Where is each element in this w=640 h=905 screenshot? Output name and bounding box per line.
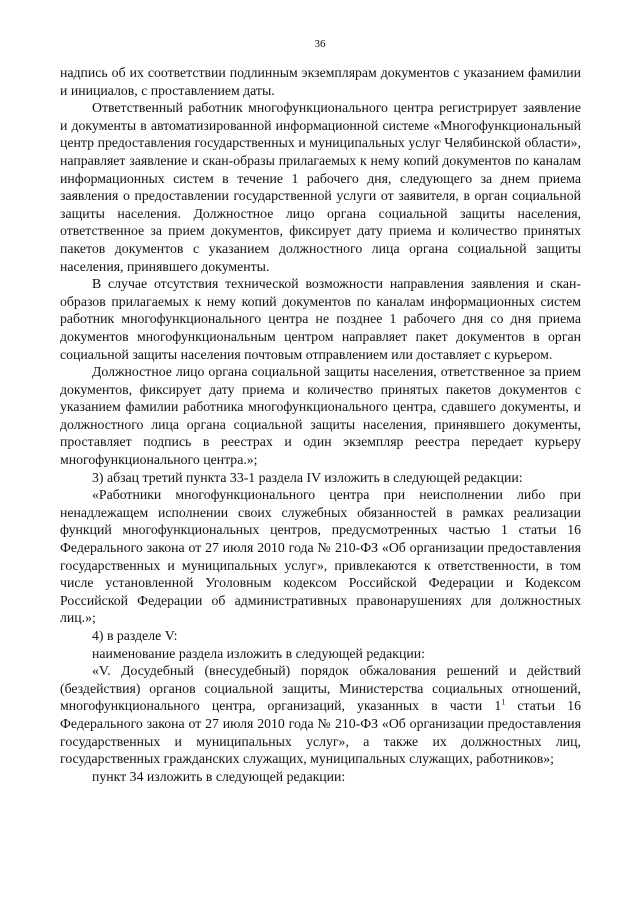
section-v-text-end: статьи 16 Федерального закона от 27 июля 2010 года № 210-ФЗ «Об организации предоставления государственных и муниципальных услуг», а также их должностных лиц, государственных гражданских служащих, муниципальных служащих, работников»; — [60, 698, 581, 767]
paragraph-last: пункт 34 изложить в следующей редакции: — [92, 768, 346, 784]
paragraph-8: наименование раздела изложить в следующей редакции: — [92, 645, 425, 661]
section-v-superscript: 1 — [501, 697, 506, 707]
paragraph-1: надпись об их соответствии подлинным экземплярам документов с указанием фамилии и инициалов, с проставлением даты. — [60, 65, 581, 98]
paragraph-7: 4) в разделе V: — [92, 628, 178, 643]
paragraph-section-v-title — [60, 662, 581, 768]
paragraph-6: «Работники многофункционального центра при неисполнении либо при ненадлежащем исполнении своих служебных обязанностей в рамках реализации функций многофункциональных центров, предусмотренных частью 1 статьи 16 Федерального закона от 27 июля 2010 года № 210-ФЗ «Об организации предоставления государственных и муниципальных услуг», привлекаются к ответственности, в том числе установленной Уголовным кодексом Российской Федерации и Кодексом Российской Федерации об административных правонарушениях для должностных лиц.»; — [60, 487, 581, 626]
page-number: 36 — [314, 38, 326, 50]
paragraph-5: 3) абзац третий пункта 33-1 раздела IV изложить в следующей редакции: — [92, 469, 523, 485]
document-body — [60, 64, 581, 785]
paragraph-3: В случае отсутствия технической возможности направления заявления и скан-образов прилагаемых к нему копий документов по каналам информационных систем работник многофункционального центра не позднее 1 рабочего дня со дня приема документов многофункциональным центром направляет пакет документов в орган социальной защиты населения почтовым отправлением или доставляет с курьером. — [60, 276, 581, 362]
paragraph-4: Должностное лицо органа социальной защиты населения, ответственное за прием документов, фиксирует дату приема и количество принятых пакетов документов с указанием фамилии работника многофункционального центра, сдавшего документы, и должностного лица органа социальной защиты населения, принявшего документы, проставляет подпись в реестрах и один экземпляр реестра передает курьеру многофункционального центра.»; — [60, 364, 581, 468]
paragraph-2: Ответственный работник многофункционального центра регистрирует заявление и документы в автоматизированной информационной системе «Многофункциональный центр предоставления государственных и муниципальных услуг Челябинской области», направляет заявление и скан-образы прилагаемых к нему копий документов по каналам информационных систем в течение 1 рабочего дня, следующего за днем приема заявления о предоставлении государственной услуги от заявителя, в орган социальной защиты населения. Должностное лицо органа социальной защиты населения, ответственное за прием документов, фиксирует дату приема и количество принятых пакетов документов с указанием должностного лица органа социальной защиты населения, принявшего документы. — [60, 100, 581, 274]
section-v-text-start: «V. Досудебный (внесудебный) порядок обжалования решений и действий (бездействия) органов социальной защиты, Министерства социальных отношений, многофункционального центра, организаций, указанных в части 1 — [60, 663, 581, 714]
